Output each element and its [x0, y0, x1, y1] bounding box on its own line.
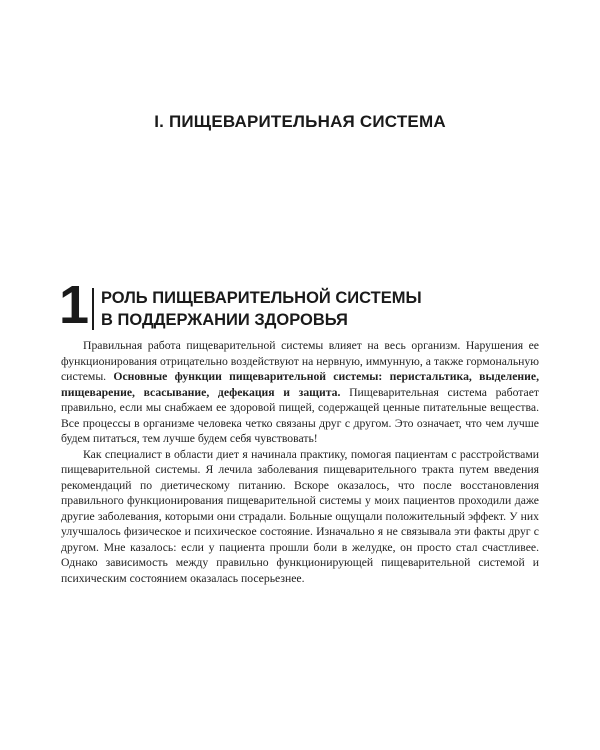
paragraph-1-intro: Правильная работа пищеварительной системы влияет на весь организм. Нарушения ее функционирования отрицательно воздействуют на нервную, иммунную, а также гормональную системы. — [61, 339, 539, 383]
part-title: I. ПИЩЕВАРИТЕЛЬНАЯ СИСТЕМА — [154, 112, 446, 131]
paragraph-1 — [61, 338, 539, 447]
chapter-title — [101, 287, 422, 331]
chapter-body — [61, 338, 539, 586]
chapter-number: 1 — [59, 275, 90, 335]
paragraph-1-bold: Основные функции пищеварительной системы: перистальтика, выделение, пищеварение, всасывание, дефекация и защита. — [61, 370, 539, 399]
chapter-title-line-2: В ПОДДЕРЖАНИИ ЗДОРОВЬЯ — [101, 311, 348, 329]
paragraph-1-rest: Пищеварительная система работает правильно, если мы снабжаем ее здоровой пищей, содержащей ценные питательные вещества. Все процессы в организме человека четко связаны друг с другом. Это означает, что чем лучше будем питаться, тем лучше будем себя чувствовать! — [61, 385, 539, 445]
chapter-title-line-1: РОЛЬ ПИЩЕВАРИТЕЛЬНОЙ СИСТЕМЫ — [101, 289, 422, 307]
paragraph-2: Как специалист в области диет я начинала практику, помогая пациентам с расстройствами пищеварительной системы. Я лечила заболевания пищеварительного тракта путем введения рекомендаций по диетическому питанию. Вскоре оказалось, что после восстановления правильного функционирования пищеварительной системы у моих пациентов проходили даже другие заболевания, которыми они страдали. Больные ощущали положительный эффект. У них улучшалось физическое и психическое состояние. Изначально я не связывала эти факты друг с другом. Мне казалось: если у пациента прошли боли в желудке, он просто стал счастливее. Однако зависимость между правильно функционирующей пищеварительной системой и психическим состоянием оказалась посерьезнее. — [61, 447, 539, 585]
chapter-divider — [92, 288, 94, 330]
chapter-heading — [59, 275, 539, 335]
